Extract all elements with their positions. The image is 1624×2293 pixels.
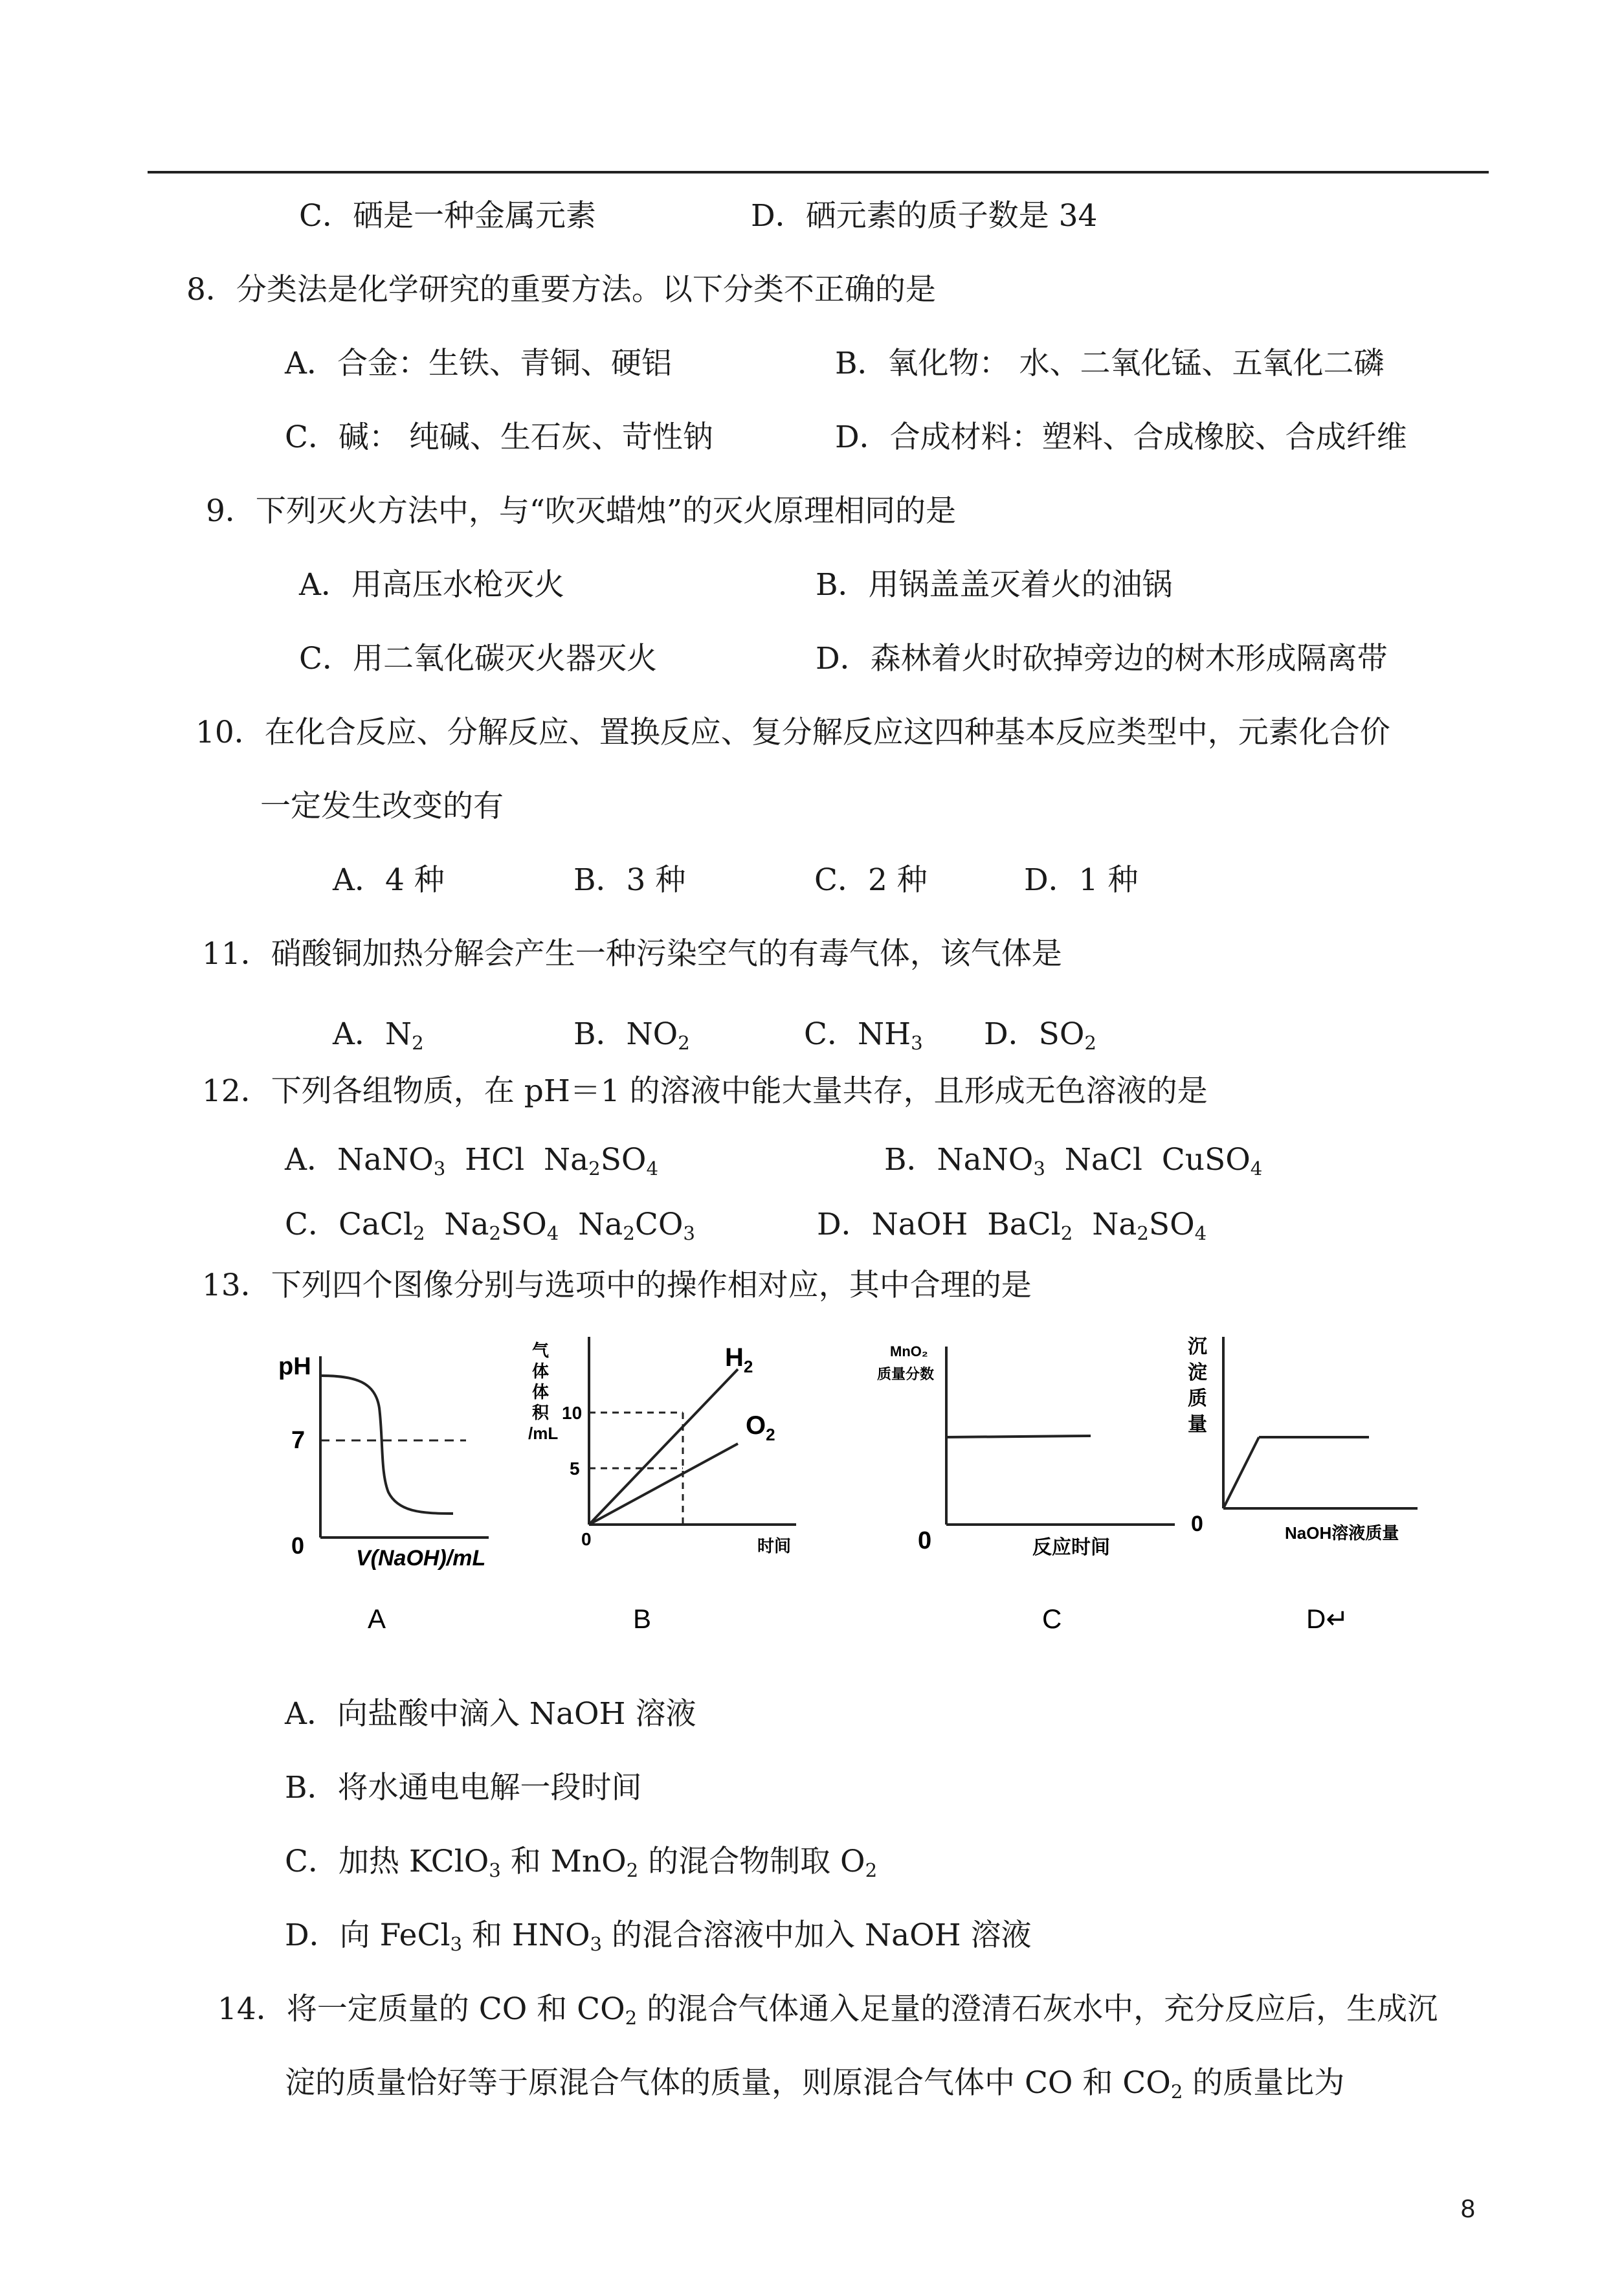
q11-option-b: B．$NO_2$ [573,1016,690,1055]
graph-a-xlabel: V(NaOH)/mL [356,1546,486,1571]
graph-d-ylabel-1: 沉 [1188,1336,1207,1358]
q8-stem: 8．分类法是化学研究的重要方法。以下分类不正确的是 [186,272,936,308]
q11-option-c: C．$NH_3$ [804,1016,923,1055]
q8-option-a: A．合金：生铁、青铜、硬铝 [285,346,672,381]
graph-c-xlabel: 反应时间 [1032,1537,1110,1558]
q9-stem: 9．下列灭火方法中，与“吹灭蜡烛”的灭火原理相同的是 [206,493,956,529]
graph-c-ylabel-2: 质量分数 [877,1366,935,1382]
graph-b-o2-label: $O_2$ [746,1411,775,1444]
q9-option-b: B．用锅盖盖灭着火的油锅 [816,567,1173,603]
q11-stem: 11．硝酸铜加热分解会产生一种污染空气的有毒气体，该气体是 [202,936,1062,972]
q9-option-d: D．森林着火时砍掉旁边的树木形成隔离带 [816,641,1388,677]
q13-graphs [259,1330,1424,1667]
q8-option-c: C．碱： 纯碱、生石灰、苛性钠 [285,419,713,455]
q10-option-a: A．4 种 [333,862,445,898]
graph-d-origin: 0 [1191,1512,1203,1536]
graph-d-ylabel-3: 质 [1188,1388,1207,1409]
graph-b-ylabel-2: 体 [532,1361,550,1381]
graph-a-y7: 7 [291,1427,306,1454]
q14-stem-line1: 14．将一定质量的 CO 和 $CO_2$ 的混合气体通入足量的澄清石灰水中，充分反应后，生成沉 [217,1991,1438,2030]
q7-option-d: D．硒元素的质子数是 34 [751,198,1098,234]
page-number: 8 [1460,2195,1475,2223]
graph-a-ylabel: pH [278,1353,311,1380]
graph-d-ylabel-4: 量 [1188,1414,1207,1435]
graph-b-ylabel-3: 体 [532,1382,550,1402]
q13-option-a: A．向盐酸中滴入 NaOH 溶液 [285,1696,696,1732]
graph-a-origin: 0 [291,1532,305,1559]
graph-b-ylabel-4: 积 [532,1403,550,1422]
graph-d [1188,1336,1418,1634]
q8-option-b: B．氧化物： 水、二氧化锰、五氧化二磷 [835,346,1385,381]
graph-c-origin: 0 [918,1527,932,1554]
graph-b-xlabel: 时间 [757,1536,792,1556]
graph-b [528,1337,796,1634]
q10-option-b: B．3 种 [573,862,686,898]
graph-b-origin: 0 [581,1529,592,1549]
graph-a [278,1353,489,1634]
q10-stem-line2: 一定发生改变的有 [260,789,504,824]
q12-option-c: C．CaCl$_2$ $Na_2SO_4$ $Na_2CO_3$ [285,1207,695,1245]
q14-stem-line2: 淀的质量恰好等于原混合气体的质量，则原混合气体中 CO 和 $CO_2$ 的质量比为 [285,2065,1345,2103]
graph-c-ylabel-1: MnO₂ [890,1343,928,1359]
graph-d-ylabel-2: 淀 [1188,1362,1207,1383]
graph-a-caption: A [368,1604,386,1634]
q12-stem: 12．下列各组物质，在 pH＝1 的溶液中能大量共存，且形成无色溶液的是 [202,1073,1208,1109]
q12-option-d: D．NaOH BaCl$_2$ $Na_2SO_4$ [817,1207,1207,1245]
q11-option-a: A．$N_2$ [333,1016,424,1055]
q9-option-c: C．用二氧化碳灭火器灭火 [299,641,657,677]
graph-b-ylabel-5: /mL [528,1424,559,1443]
q13-option-c: C．加热 KClO$_3$ 和 MnO$_2$ 的混合物制取 $O_2$ [285,1844,878,1882]
graph-b-h2-label: $H_2$ [725,1343,753,1376]
graph-b-caption: B [633,1604,652,1634]
graph-c [877,1343,1175,1634]
graph-d-caption: D↵ [1306,1604,1349,1634]
header-rule [148,171,1489,173]
graph-b-y5: 5 [570,1459,580,1479]
q13-option-d: D．向 FeCl$_3$ 和 $HNO_3$ 的混合溶液中加入 NaOH 溶液 [285,1918,1032,1956]
q13-option-b: B．将水通电电解一段时间 [285,1770,642,1806]
q13-stem: 13．下列四个图像分别与选项中的操作相对应，其中合理的是 [202,1268,1032,1303]
q12-option-b: B．NaNO$_3$ NaCl CuSO$_4$ [884,1142,1263,1180]
q10-option-c: C．2 种 [814,862,928,898]
graph-b-y10: 10 [562,1403,583,1423]
q11-option-d: D．$SO_2$ [984,1016,1096,1055]
q8-option-d: D．合成材料：塑料、合成橡胶、合成纤维 [835,419,1407,455]
graph-b-ylabel-1: 气 [532,1341,550,1360]
q7-option-c: C．硒是一种金属元素 [299,198,596,234]
q9-option-a: A．用高压水枪灭火 [299,567,564,603]
graph-c-caption: C [1042,1604,1062,1634]
graph-d-xlabel: NaOH溶液质量 [1285,1523,1399,1543]
q12-option-a: A．NaNO$_3$ HCl $Na_2SO_4$ [285,1142,658,1180]
q10-option-d: D．1 种 [1024,862,1139,898]
q10-stem-line1: 10．在化合反应、分解反应、置换反应、复分解反应这四种基本反应类型中，元素化合价 [195,715,1390,750]
